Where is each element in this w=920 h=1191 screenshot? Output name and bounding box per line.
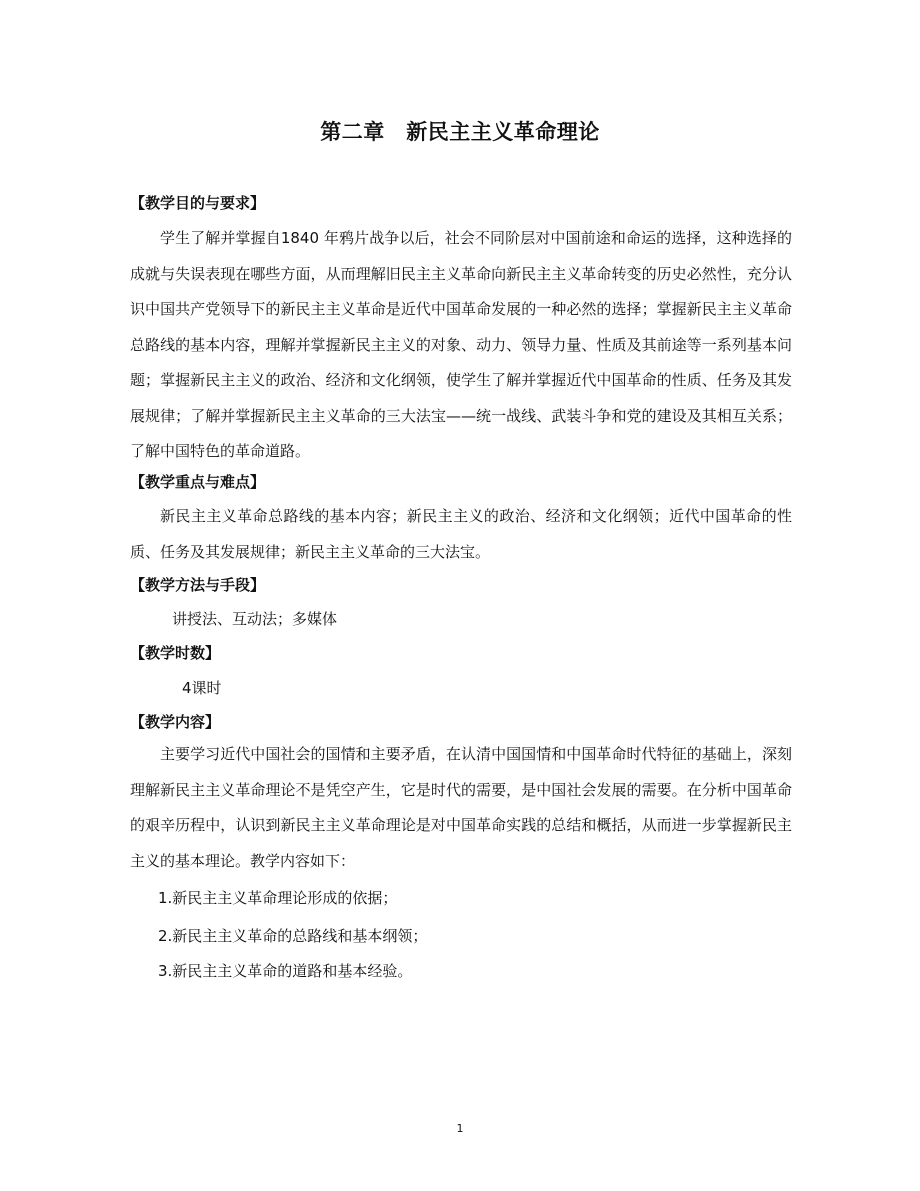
list-item: 2.新民主主义革命的总路线和基本纲领； [158,927,428,945]
chapter-title: 第二章 新民主主义革命理论 [320,120,600,144]
section-heading-key-points: 【教学重点与难点】 [130,473,266,491]
section-body-key-points: 新民主主义革命总路线的基本内容；新民主主义的政治、经济和文化纲领；近代中国革命的性质、任务及其发展规律；新民主主义革命的三大法宝。 [130,507,792,561]
list-item: 3.新民主主义革命的道路和基本经验。 [158,962,413,980]
section-heading-hours: 【教学时数】 [130,644,221,662]
section-body-objectives: 学生了解并掌握自1840 年鸦片战争以后，社会不同阶层对中国前途和命运的选择，这种选择的成就与失误表现在哪些方面，从而理解旧民主主义革命向新民主主义革命转变的历史必然性，充分认识中国共产党领导下的新民主主义革命是近代中国革命发展的一种必然的选择；掌握新民主主义革命总路线的基本内容，理解并掌握新民主主义的对象、动力、领导力量、性质及其前途等一系列基本问题；掌握新民主主义的政治、经济和文化纲领，使学生了解并掌握近代中国革命的性质、任务及其发展规律；了解并掌握新民主主义革命的三大法宝——统一战线、武装斗争和党的建设及其相互关系；了解中国特色的革命道路。 [130,229,792,460]
section-body-content: 主要学习近代中国社会的国情和主要矛盾，在认清中国国情和中国革命时代特征的基础上，深刻理解新民主主义革命理论不是凭空产生，它是时代的需要，是中国社会发展的需要。在分析中国革命的艰辛历程中，认识到新民主主义革命理论是对中国革命实践的总结和概括，从而进一步掌握新民主主义的基本理论。教学内容如下： [130,745,792,870]
section-heading-methods: 【教学方法与手段】 [130,576,266,594]
section-heading-objectives: 【教学目的与要求】 [130,194,266,212]
list-item: 1.新民主主义革命理论形成的依据； [158,889,398,907]
section-body-methods: 讲授法、互动法；多媒体 [172,610,338,628]
page-number: 1 [456,1122,464,1135]
section-heading-content: 【教学内容】 [130,713,221,731]
section-body-hours: 4课时 [182,679,222,697]
